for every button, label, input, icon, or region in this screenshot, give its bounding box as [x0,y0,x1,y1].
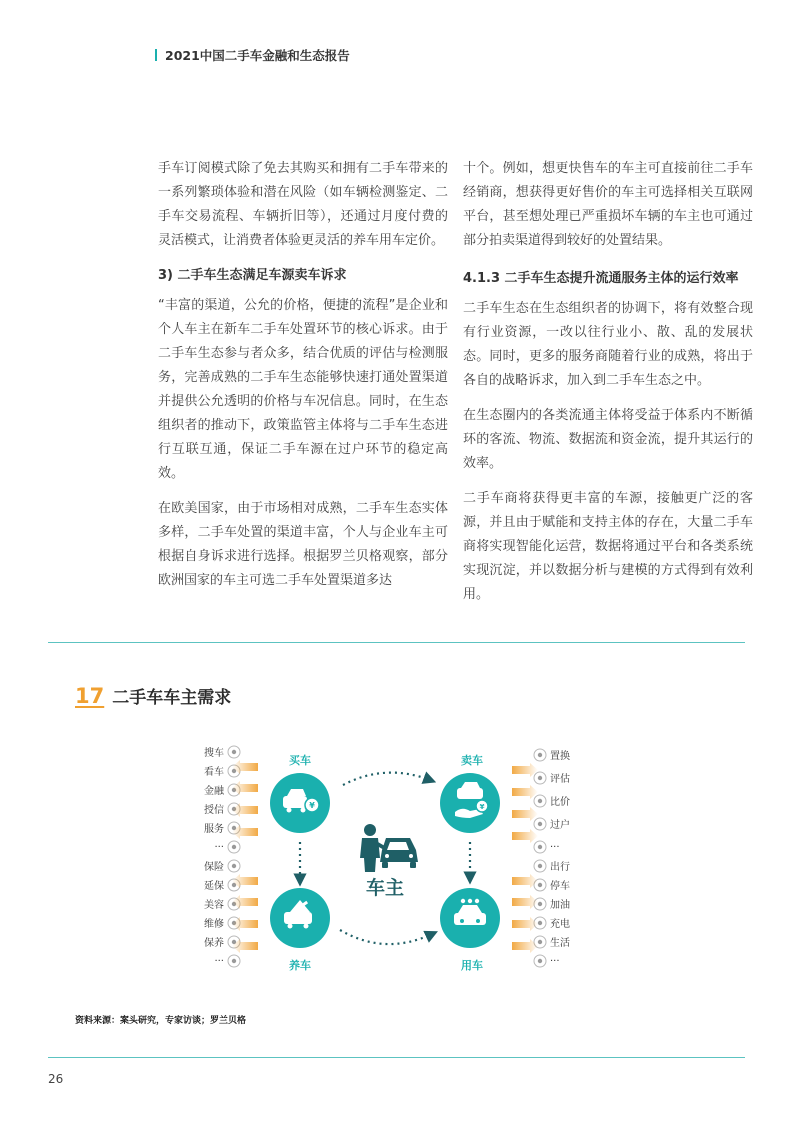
buy-to-sell-arrow [343,773,430,785]
sell-need-label: 置换 [550,751,570,762]
owner-icon [360,824,418,872]
sell-need-icon-glyph [538,845,542,849]
use-need-icon-glyph [538,921,542,925]
sell-need-icon-glyph [538,753,542,757]
maintain-need-label: 延保 [204,881,224,892]
divider-bottom [48,1057,745,1058]
use-need-icon-glyph [538,883,542,887]
sell-flow-arrow [512,785,538,799]
use-flow-arrow [512,895,538,909]
sell-need-icon-glyph [538,776,542,780]
use-need-label: 加油 [550,900,570,911]
use-need-label: 出行 [550,862,570,873]
maintain-need-icon-glyph [232,959,236,963]
right-paragraph-3: 在生态圈内的各类流通主体将受益于体系内不断循环的客流、物流、数据流和资金流，提升其运行的效率。 [463,408,753,471]
figure-title-text: 二手车车主需求 [112,688,232,708]
sell-node [440,773,500,833]
left-paragraph-1: 手车订阅模式除了免去其购买和拥有二手车带来的一系列繁琐体验和潜在风险（如车辆检测鉴定、二手车交易流程、车辆折旧等），还通过月度付费的灵活模式，让消费者体验更灵活的养车用车定价。 [158,161,448,248]
buy-need-label: 看车 [204,767,224,778]
use-need-icon-glyph [538,902,542,906]
use-need-icon-glyph [538,864,542,868]
sell-need-icon-glyph [538,822,542,826]
sell-label: 卖车 [461,754,483,767]
right-paragraph-4: 二手车商将获得更丰富的车源，接触更广泛的客源，并且由于赋能和支持主体的存在，大量二手车商将实现智能化运营，数据将通过平台和各类系统实现沉淀，并以数据分析与建模的方式得到有效利用。 [463,491,753,602]
sell-need-icon-glyph [538,799,542,803]
use-flow-arrow [512,917,538,931]
maintain-to-use-arrow [340,930,432,944]
svg-text:¥: ¥ [309,801,315,810]
figure-source: 资料来源：案头研究，专家访谈；罗兰贝格 [75,1016,247,1026]
maintain-need-label: 美容 [204,900,224,911]
figure-number: 17 [75,684,105,708]
buy-need-label: 金融 [204,786,224,797]
maintain-need-icon-glyph [232,864,236,868]
buy-node [270,773,330,833]
left-section-heading: 3) 二手车生态满足车源卖车诉求 [158,268,347,283]
maintain-need-label: 保养 [204,938,224,949]
right-paragraph-1: 十个。例如，想更快售车的车主可直接前往二手车经销商，想获得更好售价的车主可选择相关互联网平台，甚至想处理已严重损坏车辆的车主也可通过部分拍卖渠道得到较好的处置结果。 [463,161,753,248]
report-title: 2021中国二手车金融和生态报告 [165,48,350,63]
use-need-icon-glyph [538,940,542,944]
buy-label: 买车 [289,754,311,767]
use-need-icon-glyph [538,959,542,963]
use-need-label: 生活 [550,938,570,949]
sell-flow-arrow [512,763,538,777]
use-node [440,888,500,948]
page-number: 26 [48,1072,64,1086]
use-need-label: ... [550,953,560,964]
buy-need-label: 服务 [204,824,224,835]
maintain-node [270,888,330,948]
maintain-label: 养车 [289,959,311,972]
maintain-need-label: 维修 [204,919,224,930]
use-need-label: 充电 [550,919,570,930]
maintain-need-label: 保险 [204,862,224,873]
buy-need-label: ... [214,839,224,850]
buy-need-icon-glyph [232,845,236,849]
left-paragraph-2: “丰富的渠道，公允的价格，便捷的流程”是企业和个人车主在新车二手车处置环节的核心诉求。由于二手车生态参与者众多，结合优质的评估与检测服务，完善成熟的二手车生态能够快速打通处置渠道并提供公允透明的价格与车况信息。同时，在生态组织者的推动下，政策监管主体将与二手车生态进行互联互通，保证二手车源在过户环节的稳定高效。 [158,298,448,481]
sell-needs-list [512,749,570,853]
sell-flow-arrow [512,807,538,821]
sell-need-label: ... [550,839,560,850]
use-need-label: 停车 [550,881,570,892]
buy-need-label: 搜车 [204,748,224,759]
right-section-heading: 4.1.3 二手车生态提升流通服务主体的运行效率 [463,271,739,286]
use-label: 用车 [461,959,483,972]
sell-need-label: 比价 [550,797,570,808]
owner-label: 车主 [365,877,405,899]
sell-flow-arrow [512,829,538,843]
buy-needs-list [204,746,258,853]
buy-need-label: 授信 [204,805,224,816]
svg-text:¥: ¥ [479,803,485,811]
sell-need-label: 评估 [550,774,570,785]
sell-need-label: 过户 [550,820,570,831]
maintain-need-label: ... [214,953,224,964]
use-needs-list [512,860,570,967]
buy-need-icon-glyph [232,750,236,754]
maintain-needs-list [204,860,258,967]
left-paragraph-3: 在欧美国家，由于市场相对成熟，二手车生态实体多样，二手车处置的渠道丰富，个人与企业车主可根据自身诉求进行选择。根据罗兰贝格观察，部分欧洲国家的车主可选二手车处置渠道多达 [158,501,448,588]
right-paragraph-2: 二手车生态在生态组织者的协调下，将有效整合现有行业资源，一改以往行业小、散、乱的发展状态。同时，更多的服务商随着行业的成熟，将出于各自的战略诉求，加入到二手车生态之中。 [463,301,753,388]
